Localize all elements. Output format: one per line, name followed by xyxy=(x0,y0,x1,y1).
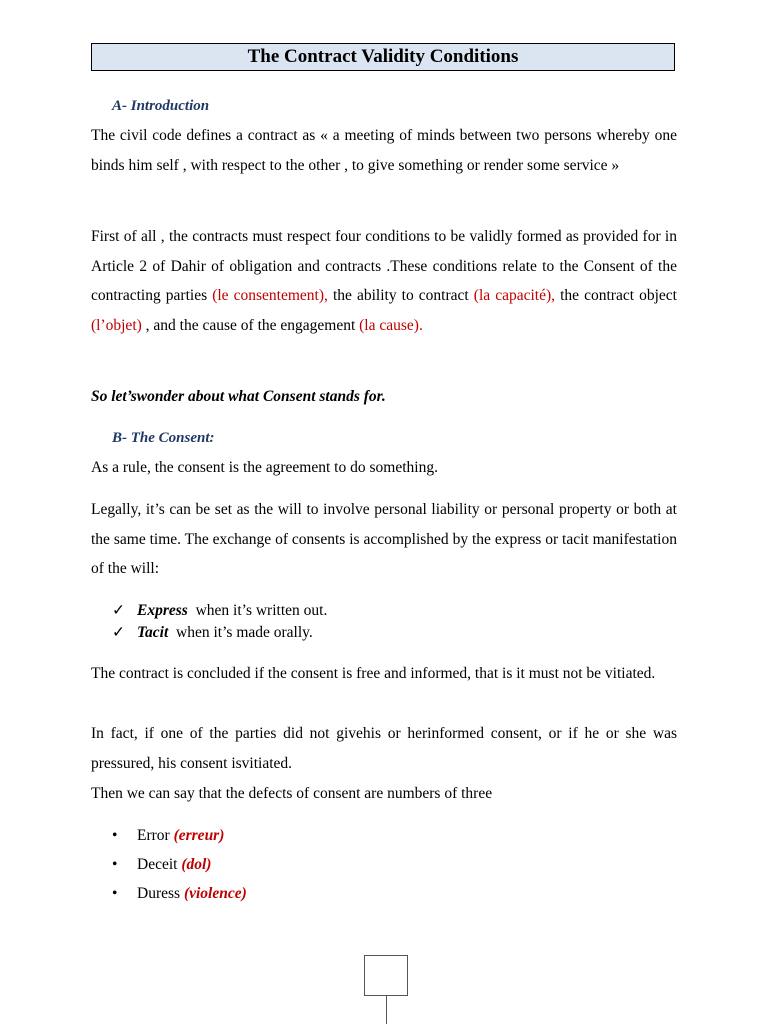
section-a-heading: A- Introduction xyxy=(112,98,210,114)
conditions-paragraph xyxy=(91,222,677,340)
defect-term: Duress xyxy=(137,885,184,902)
document-title: The Contract Validity Conditions xyxy=(91,43,675,71)
intro-paragraph: The civil code defines a contract as « a meeting of minds between two persons whereby one binds him self , with respect to the other , to give something or render some service » xyxy=(91,127,677,174)
defects-intro: Then we can say that the defects of consent are numbers of three xyxy=(91,785,493,802)
tacit-desc: when it’s made orally. xyxy=(168,624,313,641)
consent-term: (le consentement), xyxy=(212,287,328,304)
tacit-term: Tacit xyxy=(137,624,169,641)
list-item xyxy=(112,600,327,622)
defect-french: (dol) xyxy=(181,856,212,873)
conditions-text-3: the contract object xyxy=(555,287,677,304)
list-item xyxy=(112,827,247,856)
check-icon: ✓ xyxy=(112,624,125,641)
section-b-heading: B- The Consent: xyxy=(112,430,215,446)
defect-french: (erreur) xyxy=(173,827,225,844)
in-fact-paragraph: In fact, if one of the parties did not givehis or herinformed consent, or if he or she was pressured, his consent isvitiated. xyxy=(91,725,677,772)
bullet-icon: • xyxy=(112,885,118,902)
page-number-connector xyxy=(386,996,387,1024)
page-number-box xyxy=(364,955,408,996)
express-desc: when it’s written out. xyxy=(187,602,328,619)
check-icon: ✓ xyxy=(112,602,125,619)
consent-question: So let’swonder about what Consent stands for. xyxy=(91,388,386,405)
legally-paragraph: Legally, it’s can be set as the will to involve personal liability or personal property or both at the same time. The exchange of consents is accomplished by the express or tacit manifestation of the will: xyxy=(91,501,677,577)
bullet-icon: • xyxy=(112,856,118,873)
list-item xyxy=(112,885,247,914)
concluded-paragraph: The contract is concluded if the consent is free and informed, that is it must not be vitiated. xyxy=(91,665,656,682)
bullet-icon: • xyxy=(112,827,118,844)
cause-term: (la cause). xyxy=(359,316,423,334)
express-term: Express xyxy=(137,602,188,619)
conditions-text-1: First of all , the contracts must respect four conditions to be validly formed as provided for in Article 2 of Dahir of obligation and contracts .These conditions relate to the Consent of the contracting parties xyxy=(91,228,677,304)
conditions-text-4: , and the cause of the engagement xyxy=(141,316,360,334)
defect-term: Deceit xyxy=(137,856,182,873)
conditions-text-2: the ability to contract xyxy=(327,287,474,304)
list-item xyxy=(112,856,247,885)
defects-list xyxy=(112,827,247,914)
capacity-term: (la capacité), xyxy=(473,287,556,304)
defect-french: (violence) xyxy=(183,885,247,902)
object-term: (l’objet) xyxy=(91,316,142,334)
manifestation-list xyxy=(112,600,327,644)
defect-term: Error xyxy=(137,827,174,844)
consent-rule-paragraph: As a rule, the consent is the agreement to do something. xyxy=(91,459,438,476)
list-item xyxy=(112,622,327,644)
